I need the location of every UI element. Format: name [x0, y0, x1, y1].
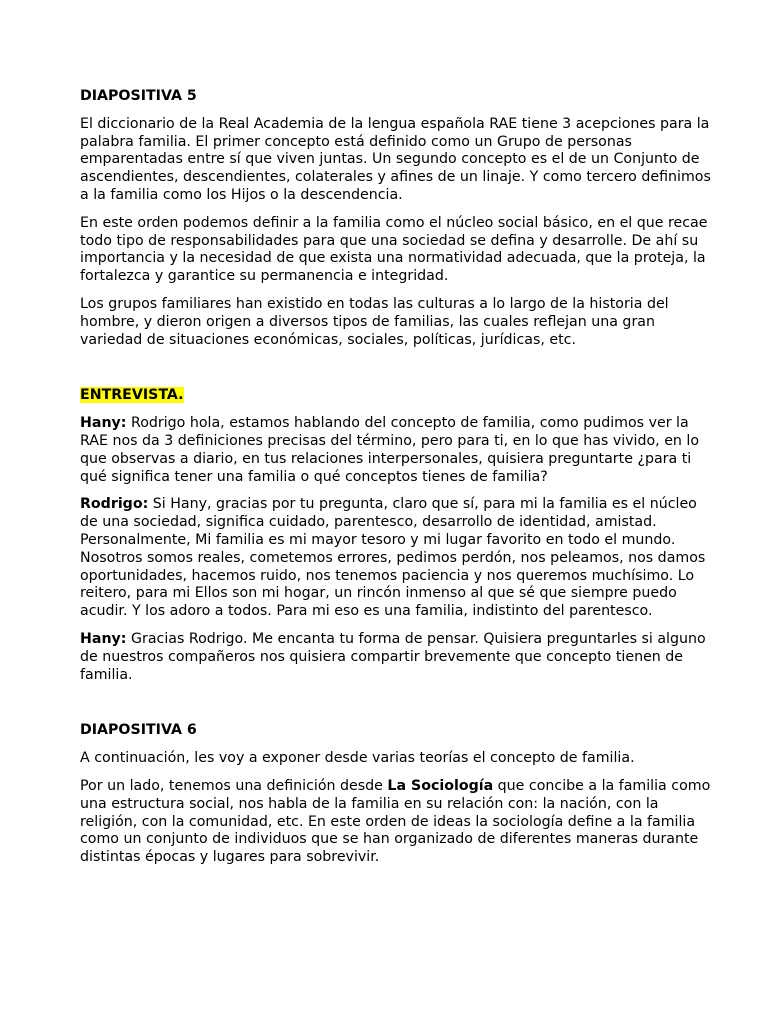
slide5-paragraph-2: En este orden podemos definir a la familia como el núcleo social básico, en el que recae todo tipo de responsabilidades para que una sociedad se defina y desarrolle. De ahí su importancia y la necesidad de que exista una normatividad adecuada, que la proteja, la fortalezca y garantice su permanencia e integridad. — [80, 214, 708, 285]
slide5-paragraph-3: Los grupos familiares han existido en todas las culturas a lo largo de la historia del hombre, y dieron origen a diversos tipos de familias, las cuales reflejan una gran variedad de situaciones económicas, sociales, políticas, jurídicas, etc. — [80, 295, 669, 348]
interview-heading — [80, 387, 712, 405]
interview-heading-text: ENTREVISTA. — [80, 387, 184, 404]
sociology-term: La Sociología — [387, 777, 494, 794]
turn-text: Rodrigo hola, estamos hablando del concepto de familia, como pudimos ver la RAE nos da 3 definiciones precisas del término, pero para ti, en lo que has vivido, en lo que observas a diario, en tus relaciones interpersonales, quisiera preguntarte ¿para ti qué significa tener una familia o qué conceptos tienes de familia? — [80, 415, 700, 485]
speaker-name: Rodrigo: — [80, 496, 149, 513]
slide6-paragraph — [80, 778, 712, 867]
interview-turn-3 — [80, 631, 712, 684]
slide6-intro: A continuación, les voy a exponer desde varias teorías el concepto de familia. — [80, 750, 635, 767]
interview-turn-1 — [80, 415, 712, 486]
slide5-heading: DIAPOSITIVA 5 — [80, 88, 197, 104]
slide6-text-before: Por un lado, tenemos una definición desde — [80, 777, 388, 794]
speaker-name: Hany: — [80, 630, 127, 647]
slide5-paragraph-1: El diccionario de la Real Academia de la lengua española RAE tiene 3 acepciones para la palabra familia. El primer concepto está definido como un Grupo de personas emparentadas entre sí que viven juntas. Un segundo concepto es el de un Conjunto de ascendientes, descendientes, colaterales y afines de un linaje. Y como tercero definimos a la familia como los Hijos o la descendencia. — [80, 115, 711, 203]
slide6-text-after: que concibe a la familia como una estructura social, nos habla de la familia en su relación con: la nación, con la religión, con la comunidad, etc. En este orden de ideas la sociología define a la familia como un conjunto de individuos que se han organizado de diferentes maneras durante distintas épocas y lugares para sobrevivir. — [80, 777, 711, 866]
turn-text: Gracias Rodrigo. Me encanta tu forma de pensar. Quisiera preguntarles si alguno de nuestros compañeros nos quisiera compartir brevemente que concepto tienen de familia. — [80, 630, 706, 683]
speaker-name: Hany: — [80, 415, 127, 432]
document-page — [80, 88, 712, 867]
interview-turn-2 — [80, 496, 712, 621]
slide6-heading: DIAPOSITIVA 6 — [80, 722, 197, 739]
turn-text: Si Hany, gracias por tu pregunta, claro que sí, para mi la familia es el núcleo de una sociedad, significa cuidado, parentesco, desarrollo de identidad, amistad. Personalmente, Mi familia es mi mayor tesoro y mi lugar favorito en todo el mundo. Nosotros somos reales, cometemos errores, pedimos perdón, nos peleamos, nos damos oportunidades, hacemos ruido, nos tenemos paciencia y nos queremos muchísimo. Lo reitero, para mi Ellos son mi hogar, un rincón inmenso al que sé que siempre puedo acudir. Y los adoro a todos. Para mi eso es una familia, indistinto del parentesco. — [80, 496, 706, 620]
